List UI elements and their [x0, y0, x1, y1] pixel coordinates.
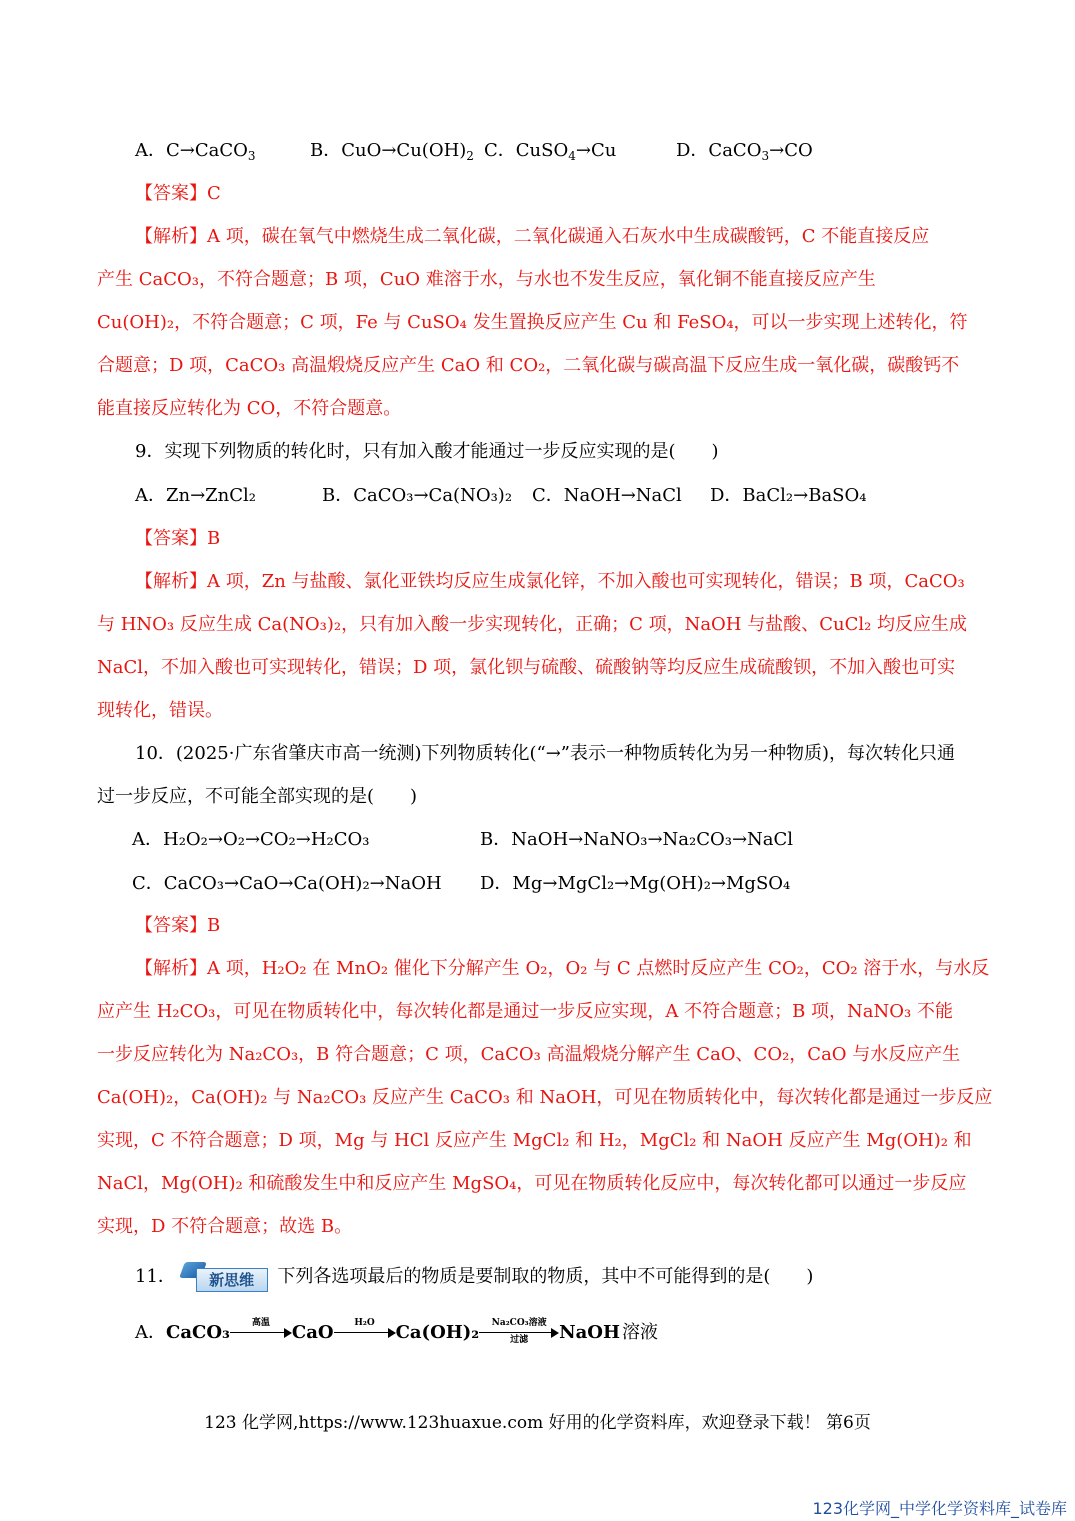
- badge-label: 新思维: [196, 1268, 268, 1292]
- arrow-condition-below: 过滤: [510, 1335, 529, 1345]
- q9-option-c: C．NaOH→NaCl: [532, 485, 682, 506]
- q9-explanation-line: 【解析】A 项，Zn 与盐酸、氯化亚铁均反应生成氯化锌，不加入酸也可实现转化，错误；B 项，CaCO₃: [135, 571, 965, 592]
- q8-option-d: D．CaCO$_3$→CO: [676, 140, 813, 163]
- q8-option-a: A．C→CaCO$_3$: [135, 140, 256, 163]
- q10-explanation-line: NaCl，Mg(OH)₂ 和硫酸发生中和反应产生 MgSO₄，可见在物质转化反应中，每次转化都可以通过一步反应: [97, 1173, 967, 1194]
- q10-explanation-line: 【解析】A 项，H₂O₂ 在 MnO₂ 催化下分解产生 O₂，O₂ 与 C 点燃时反应产生 CO₂，CO₂ 溶于水，与水反: [135, 958, 990, 979]
- q9-option-d: D．BaCl₂→BaSO₄: [710, 485, 867, 506]
- page-footer: 123 化学网,https://www.123huaxue.com 好用的化学资料库，欢迎登录下载！ 第6页: [204, 1413, 871, 1433]
- q8-explanation-line: 产生 CaCO₃，不符合题意；B 项，CuO 难溶于水，与水也不发生反应，氧化铜不能直接反应产生: [97, 269, 876, 290]
- reaction-arrow: [479, 1320, 559, 1346]
- arrow-condition: H₂O: [354, 1318, 375, 1328]
- product-caoh2: Ca(OH)₂: [395, 1322, 480, 1343]
- solution-label: 溶液: [621, 1322, 658, 1343]
- reaction-arrow: [230, 1320, 292, 1346]
- q10-explanation-line: 一步反应转化为 Na₂CO₃，B 符合题意；C 项，CaCO₃ 高温煅烧分解产生 CaO、CO₂，CaO 与水反应产生: [97, 1044, 961, 1065]
- reactant-caco3: CaCO₃: [166, 1322, 230, 1343]
- q10-explanation-line: 实现，C 不符合题意；D 项，Mg 与 HCl 反应产生 MgCl₂ 和 H₂，MgCl₂ 和 NaOH 反应产生 Mg(OH)₂ 和: [97, 1130, 972, 1151]
- q10-stem: 10．(2025·广东省肇庆市高一统测)下列物质转化(“→”表示一种物质转化为另一种物质)，每次转化只通: [135, 743, 956, 764]
- q10-option-d: D．Mg→MgCl₂→Mg(OH)₂→MgSO₄: [480, 873, 791, 894]
- q10-explanation-line: Ca(OH)₂，Ca(OH)₂ 与 Na₂CO₃ 反应产生 CaCO₃ 和 NaOH，可见在物质转化中，每次转化都是通过一步反应: [97, 1087, 993, 1108]
- new-thinking-badge: [182, 1262, 268, 1292]
- q8-option-b: B．$CuO\to Cu(OH)_2$: [310, 140, 474, 163]
- q9-answer: 【答案】B: [135, 528, 221, 549]
- site-watermark: 123化学网_中学化学资料库_试卷库: [812, 1499, 1067, 1518]
- q8-explanation-line: 能直接反应转化为 CO，不符合题意。: [97, 398, 402, 419]
- q11-stem: 下列各选项最后的物质是要制取的物质，其中不可能得到的是( ): [277, 1266, 814, 1287]
- q11-stem-line: [0, 1262, 1075, 1292]
- q8-explanation-line: 合题意；D 项，CaCO₃ 高温煅烧反应产生 CaO 和 CO₂，二氧化碳与碳高温下反应生成一氧化碳，碳酸钙不: [97, 355, 960, 376]
- q10-explanation-line: 应产生 H₂CO₃，可见在物质转化中，每次转化都是通过一步反应实现，A 不符合题意；B 项，NaNO₃ 不能: [97, 1001, 953, 1022]
- q9-explanation-line: 与 HNO₃ 反应生成 Ca(NO₃)₂，只有加入酸一步实现转化，正确；C 项，NaOH 与盐酸、CuCl₂ 均反应生成: [97, 614, 968, 635]
- q8-answer: 【答案】C: [135, 183, 221, 204]
- q8-option-c: C．CuSO$_4$→Cu: [484, 140, 617, 163]
- q10-stem-cont: 过一步反应，不可能全部实现的是( ): [97, 786, 418, 807]
- q11-option-a: [135, 1318, 935, 1348]
- reaction-arrow: [334, 1320, 396, 1346]
- q10-option-b: B．NaOH→NaNO₃→Na₂CO₃→NaCl: [480, 829, 794, 850]
- q10-option-a: A．H₂O₂→O₂→CO₂→H₂CO₃: [132, 829, 370, 850]
- q9-explanation-line: 现转化，错误。: [97, 700, 223, 721]
- q9-stem: 9．实现下列物质的转化时，只有加入酸才能通过一步反应实现的是( ): [135, 441, 719, 462]
- arrow-condition: Na₂CO₃溶液: [491, 1318, 547, 1328]
- q11-number: 11．: [135, 1266, 176, 1287]
- q10-option-c: C．CaCO₃→CaO→Ca(OH)₂→NaOH: [132, 873, 442, 894]
- q9-option-b: B．CaCO₃→Ca(NO₃)₂: [322, 485, 513, 506]
- q8-explanation-line: 【解析】A 项，碳在氧气中燃烧生成二氧化碳，二氧化碳通入石灰水中生成碳酸钙，C 不能直接反应: [135, 226, 930, 247]
- q10-answer: 【答案】B: [135, 915, 221, 936]
- product-naoh: NaOH: [559, 1322, 620, 1343]
- q9-explanation-line: NaCl，不加入酸也可实现转化，错误；D 项，氯化钡与硫酸、硫酸钠等均反应生成硫酸钡，不加入酸也可实: [97, 657, 956, 678]
- q8-explanation-line: Cu(OH)₂，不符合题意；C 项，Fe 与 CuSO₄ 发生置换反应产生 Cu 和 FeSO₄，可以一步实现上述转化，符: [97, 312, 968, 333]
- q10-explanation-line: 实现，D 不符合题意；故选 B。: [97, 1216, 353, 1237]
- q9-option-a: A．Zn→ZnCl₂: [135, 485, 257, 506]
- product-cao: CaO: [291, 1322, 334, 1343]
- option-label: A．: [135, 1322, 166, 1343]
- arrow-condition: 高温: [251, 1318, 270, 1328]
